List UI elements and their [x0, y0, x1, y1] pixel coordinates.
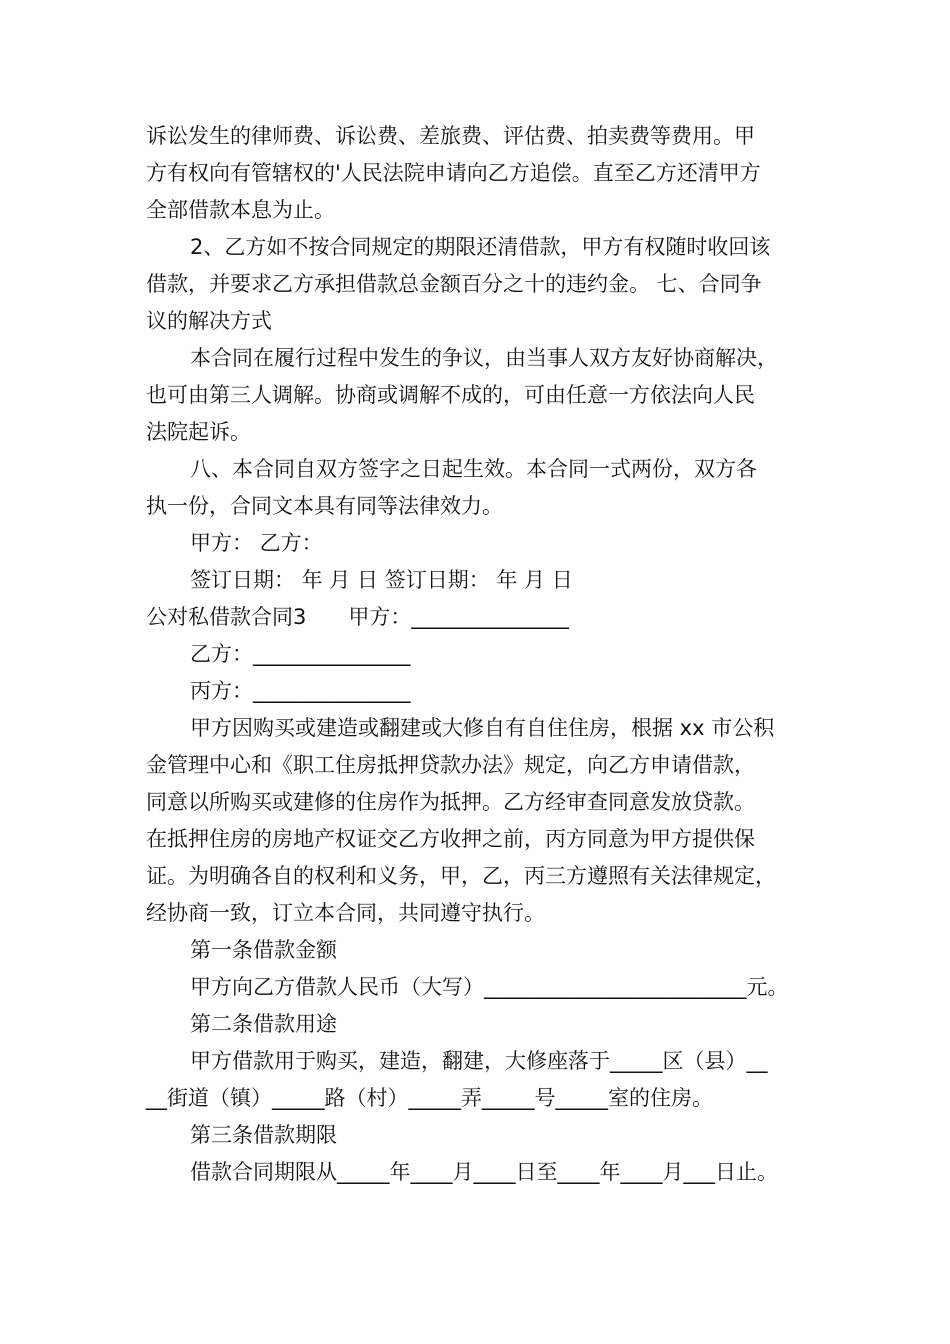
- text-line: 执一份，合同文本具有同等法律效力。: [146, 494, 503, 518]
- text-line: 本合同在履行过程中发生的争议，由当事人双方友好协商解决，: [190, 346, 778, 370]
- text-line: 第一条借款金额: [190, 938, 337, 962]
- text-line: 议的解决方式: [146, 309, 272, 333]
- text-line: 经协商一致，订立本合同，共同遵守执行。: [146, 901, 545, 925]
- text-line: 公对私借款合同3 甲方：_______________: [146, 605, 569, 629]
- text-line: 第三条借款期限: [190, 1123, 337, 1147]
- text-line: 签订日期： 年 月 日 签订日期： 年 月 日: [190, 568, 573, 592]
- text-line: 也可由第三人调解。协商或调解不成的，可由任意一方依法向人民: [146, 383, 755, 407]
- text-line: 法院起诉。: [146, 420, 251, 444]
- text-line: 第二条借款用途: [190, 1012, 337, 1036]
- text-line: 乙方：_______________: [190, 642, 411, 666]
- text-line: 八、本合同自双方签字之日起生效。本合同一式两份，双方各: [190, 457, 757, 481]
- text-line: 证。为明确各自的权利和义务，甲，乙，丙三方遵照有关法律规定，: [146, 864, 776, 888]
- text-line: __街道（镇）_____路（村）_____弄_____号_____室的住房。: [146, 1086, 713, 1110]
- document-page: [146, 118, 822, 1191]
- text-line: 方有权向有管辖权的'人民法院申请向乙方追偿。直至乙方还清甲方: [146, 161, 761, 185]
- text-line: 全部借款本息为止。: [146, 198, 335, 222]
- text-line: 借款合同期限从_____年____月____日至____年____月___日止。: [190, 1160, 778, 1184]
- text-line: 甲方向乙方借款人民币（大写）_________________________元。: [190, 975, 789, 999]
- text-line: 甲方： 乙方：: [190, 531, 323, 555]
- text-line: 甲方借款用于购买，建造，翻建，大修座落于_____区（县）__: [190, 1049, 768, 1073]
- text-line: 在抵押住房的房地产权证交乙方收押之前，丙方同意为甲方提供保: [146, 827, 755, 851]
- text-line: 丙方：_______________: [190, 679, 411, 703]
- text-line: 金管理中心和《职工住房抵押贷款办法》规定，向乙方申请借款，: [146, 753, 755, 777]
- text-line: 借款，并要求乙方承担借款总金额百分之十的违约金。 七、合同争: [146, 272, 762, 296]
- text-line: 2、乙方如不按合同规定的期限还清借款，甲方有权随时收回该: [190, 235, 771, 259]
- text-line: 诉讼发生的律师费、诉讼费、差旅费、评估费、拍卖费等费用。甲: [146, 124, 755, 148]
- text-line: 同意以所购买或建修的住房作为抵押。乙方经审查同意发放贷款。: [146, 790, 755, 814]
- text-line: 甲方因购买或建造或翻建或大修自有自住住房，根据 xx 市公积: [190, 716, 775, 740]
